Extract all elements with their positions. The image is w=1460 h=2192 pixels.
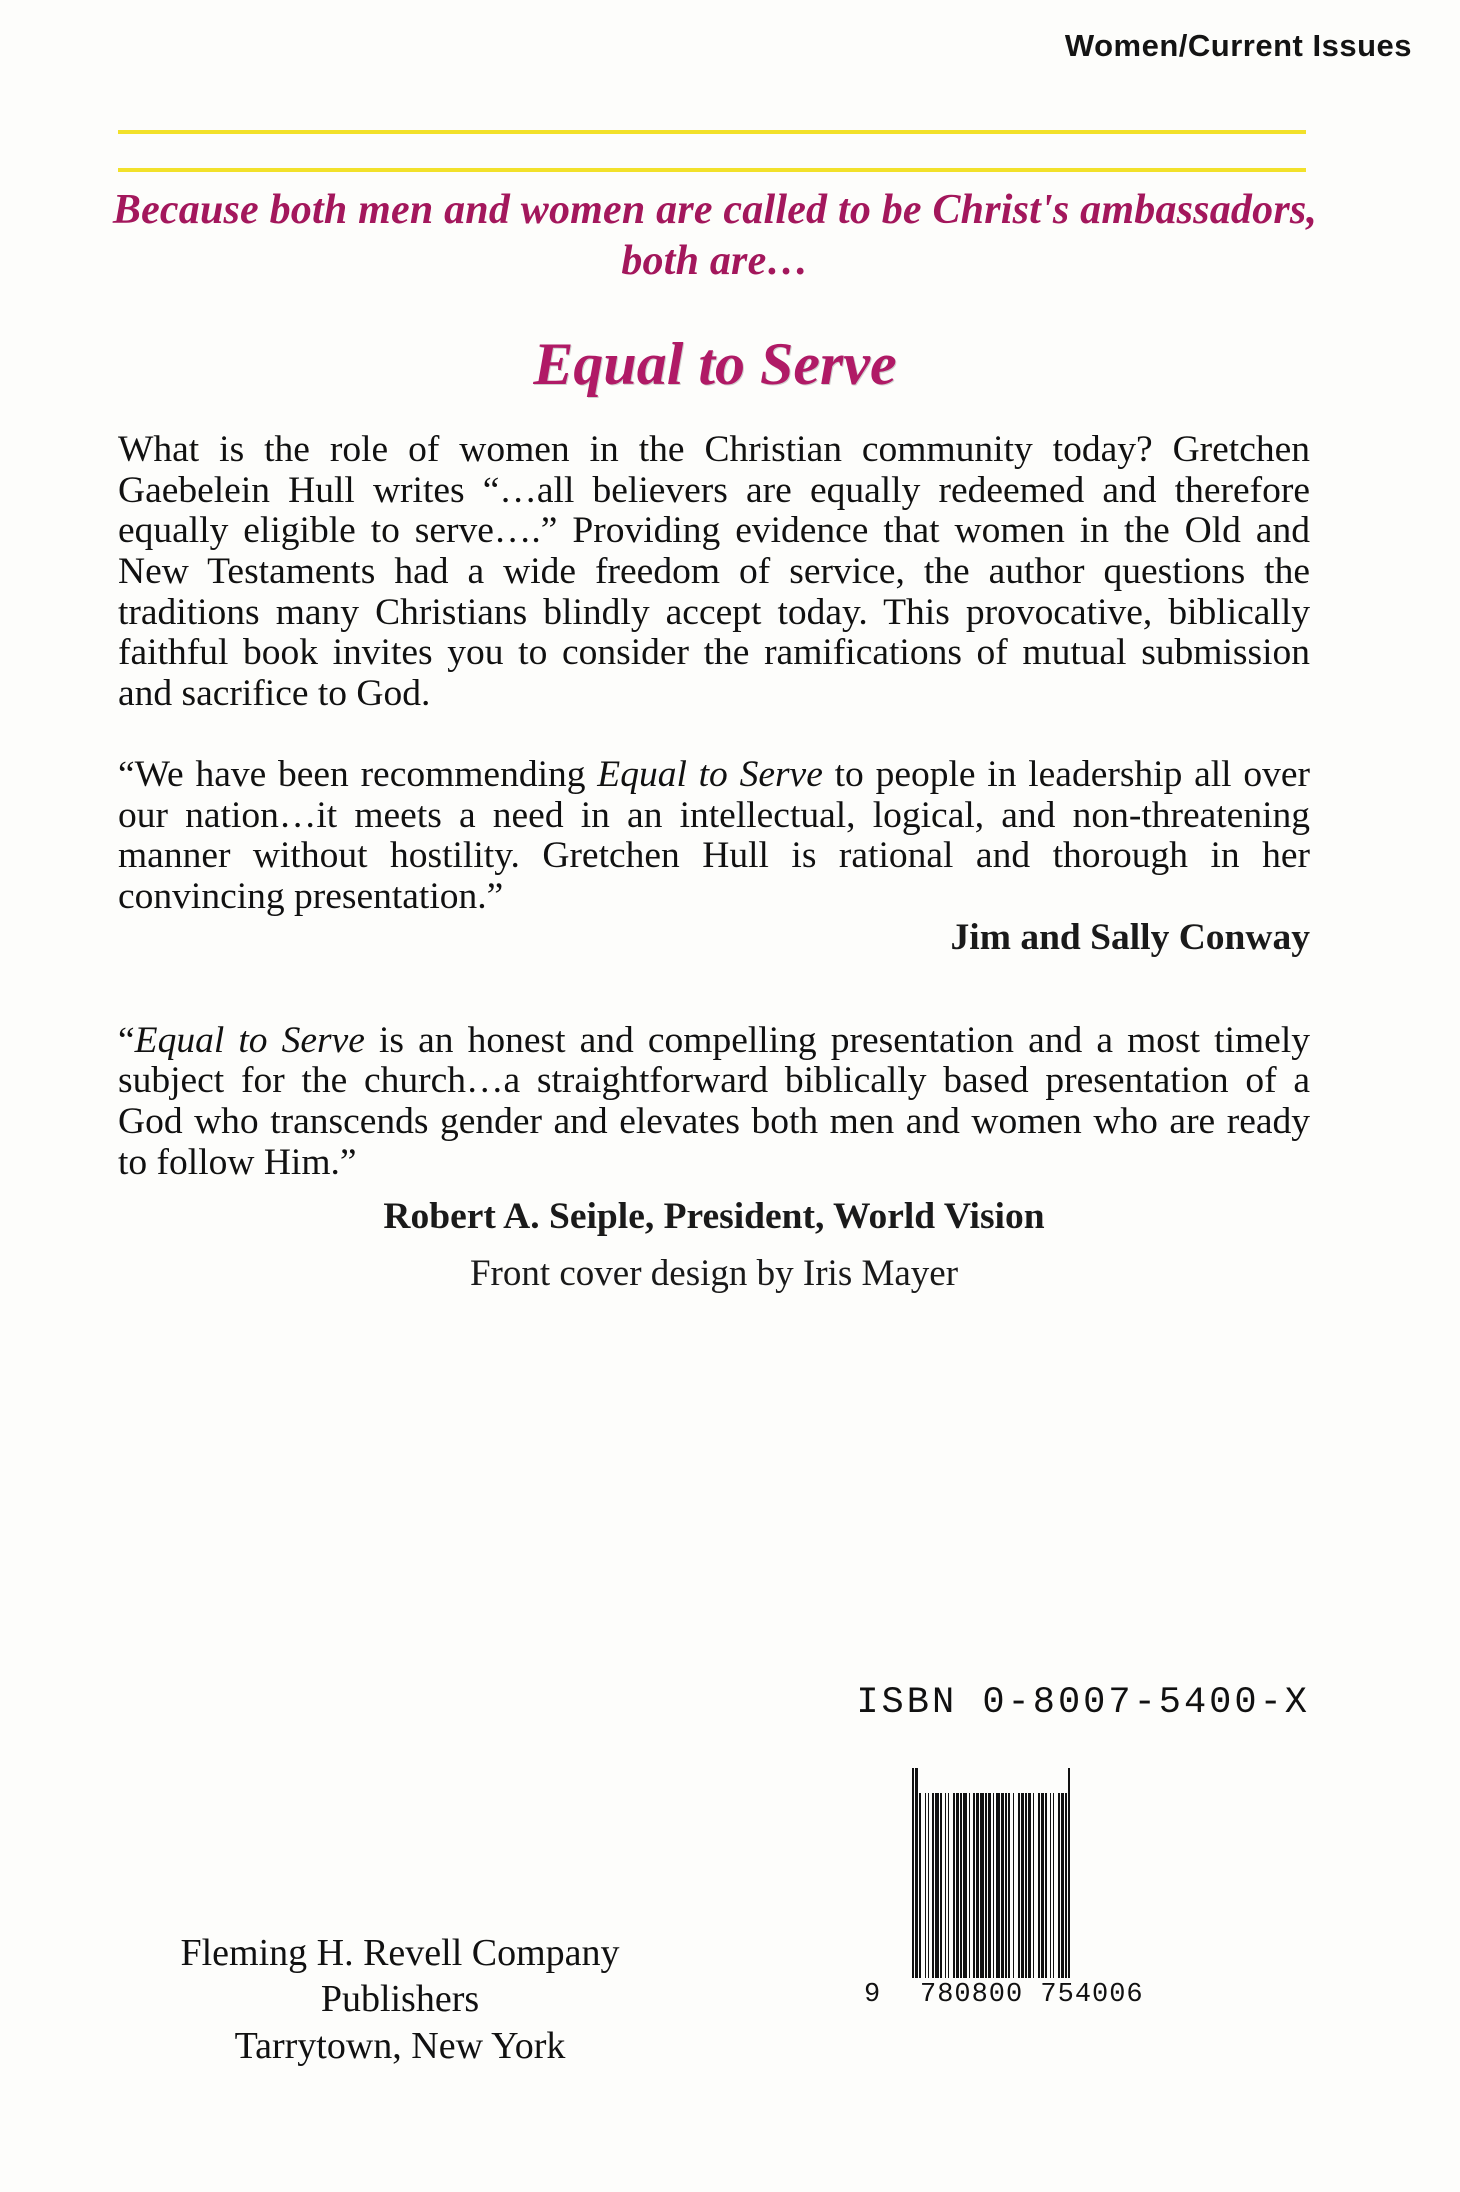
- blurb-1-attribution: Jim and Sally Conway: [950, 916, 1310, 958]
- barcode-bars: [912, 1768, 1252, 1978]
- blurb-2: [118, 1021, 1310, 1184]
- blurb-1-text-after: to people in leadership all over our nation…it meets a need in an intellectual, logical, and non-threatening manner without hostility. Gretchen Hull is rational and thorough in her convincing presentation.”: [118, 753, 1311, 917]
- blurb-2-text-before: “: [118, 1019, 135, 1061]
- body-content: [118, 430, 1310, 1295]
- barcode-lead-digit: 9: [864, 1980, 882, 2010]
- publisher-name: Fleming H. Revell Company: [180, 1932, 620, 1974]
- cover-design-credit: Front cover design by Iris Mayer: [469, 1253, 959, 1295]
- description-paragraph: What is the role of women in the Christian community today? Gretchen Gaebelein Hull writes “…all believers are equally redeemed and therefore equally eligible to serve….” Providing evidence that women in the Old and New Testaments had a wide freedom of service, the author questions the traditions many Christians blindly accept today. This provocative, biblically faithful book invites you to consider the ramifications of mutual submission and sacrifice to God.: [118, 429, 1310, 715]
- isbn-text: ISBN 0-8007-5400-X: [856, 1682, 1310, 1724]
- publisher-block: [120, 1930, 680, 2069]
- barcode: [864, 1768, 1252, 2014]
- tagline: Because both men and women are called to be Christ's ambassadors, both are…: [112, 187, 1318, 285]
- blurb-2-text-after: is an honest and compelling presentation and a most timely subject for the church…a straightforward biblically based presentation of a God who transcends gender and elevates both men and women who are ready to follow Him.”: [118, 1019, 1310, 1183]
- barcode-digits: [864, 1980, 1252, 2014]
- blurb-1: [118, 755, 1310, 918]
- blurb-2-attribution: Robert A. Seiple, President, World Vision: [383, 1196, 1045, 1238]
- blurb-1-title-italic: Equal to Serve: [597, 753, 823, 795]
- publisher-line3: Tarrytown, New York: [234, 2024, 566, 2067]
- divider-rule-top: [118, 130, 1306, 134]
- publisher-line2: Publishers: [320, 1978, 480, 2021]
- book-title: Equal to Serve: [533, 331, 897, 397]
- blurb-2-title-italic: Equal to Serve: [134, 1019, 365, 1061]
- blurb-1-text-before: “We have been recommending: [118, 753, 598, 795]
- divider-rule-bottom: [118, 168, 1306, 172]
- category-label: Women/Current Issues: [1064, 28, 1412, 63]
- barcode-main-digits: 780800 754006: [920, 1980, 1144, 2010]
